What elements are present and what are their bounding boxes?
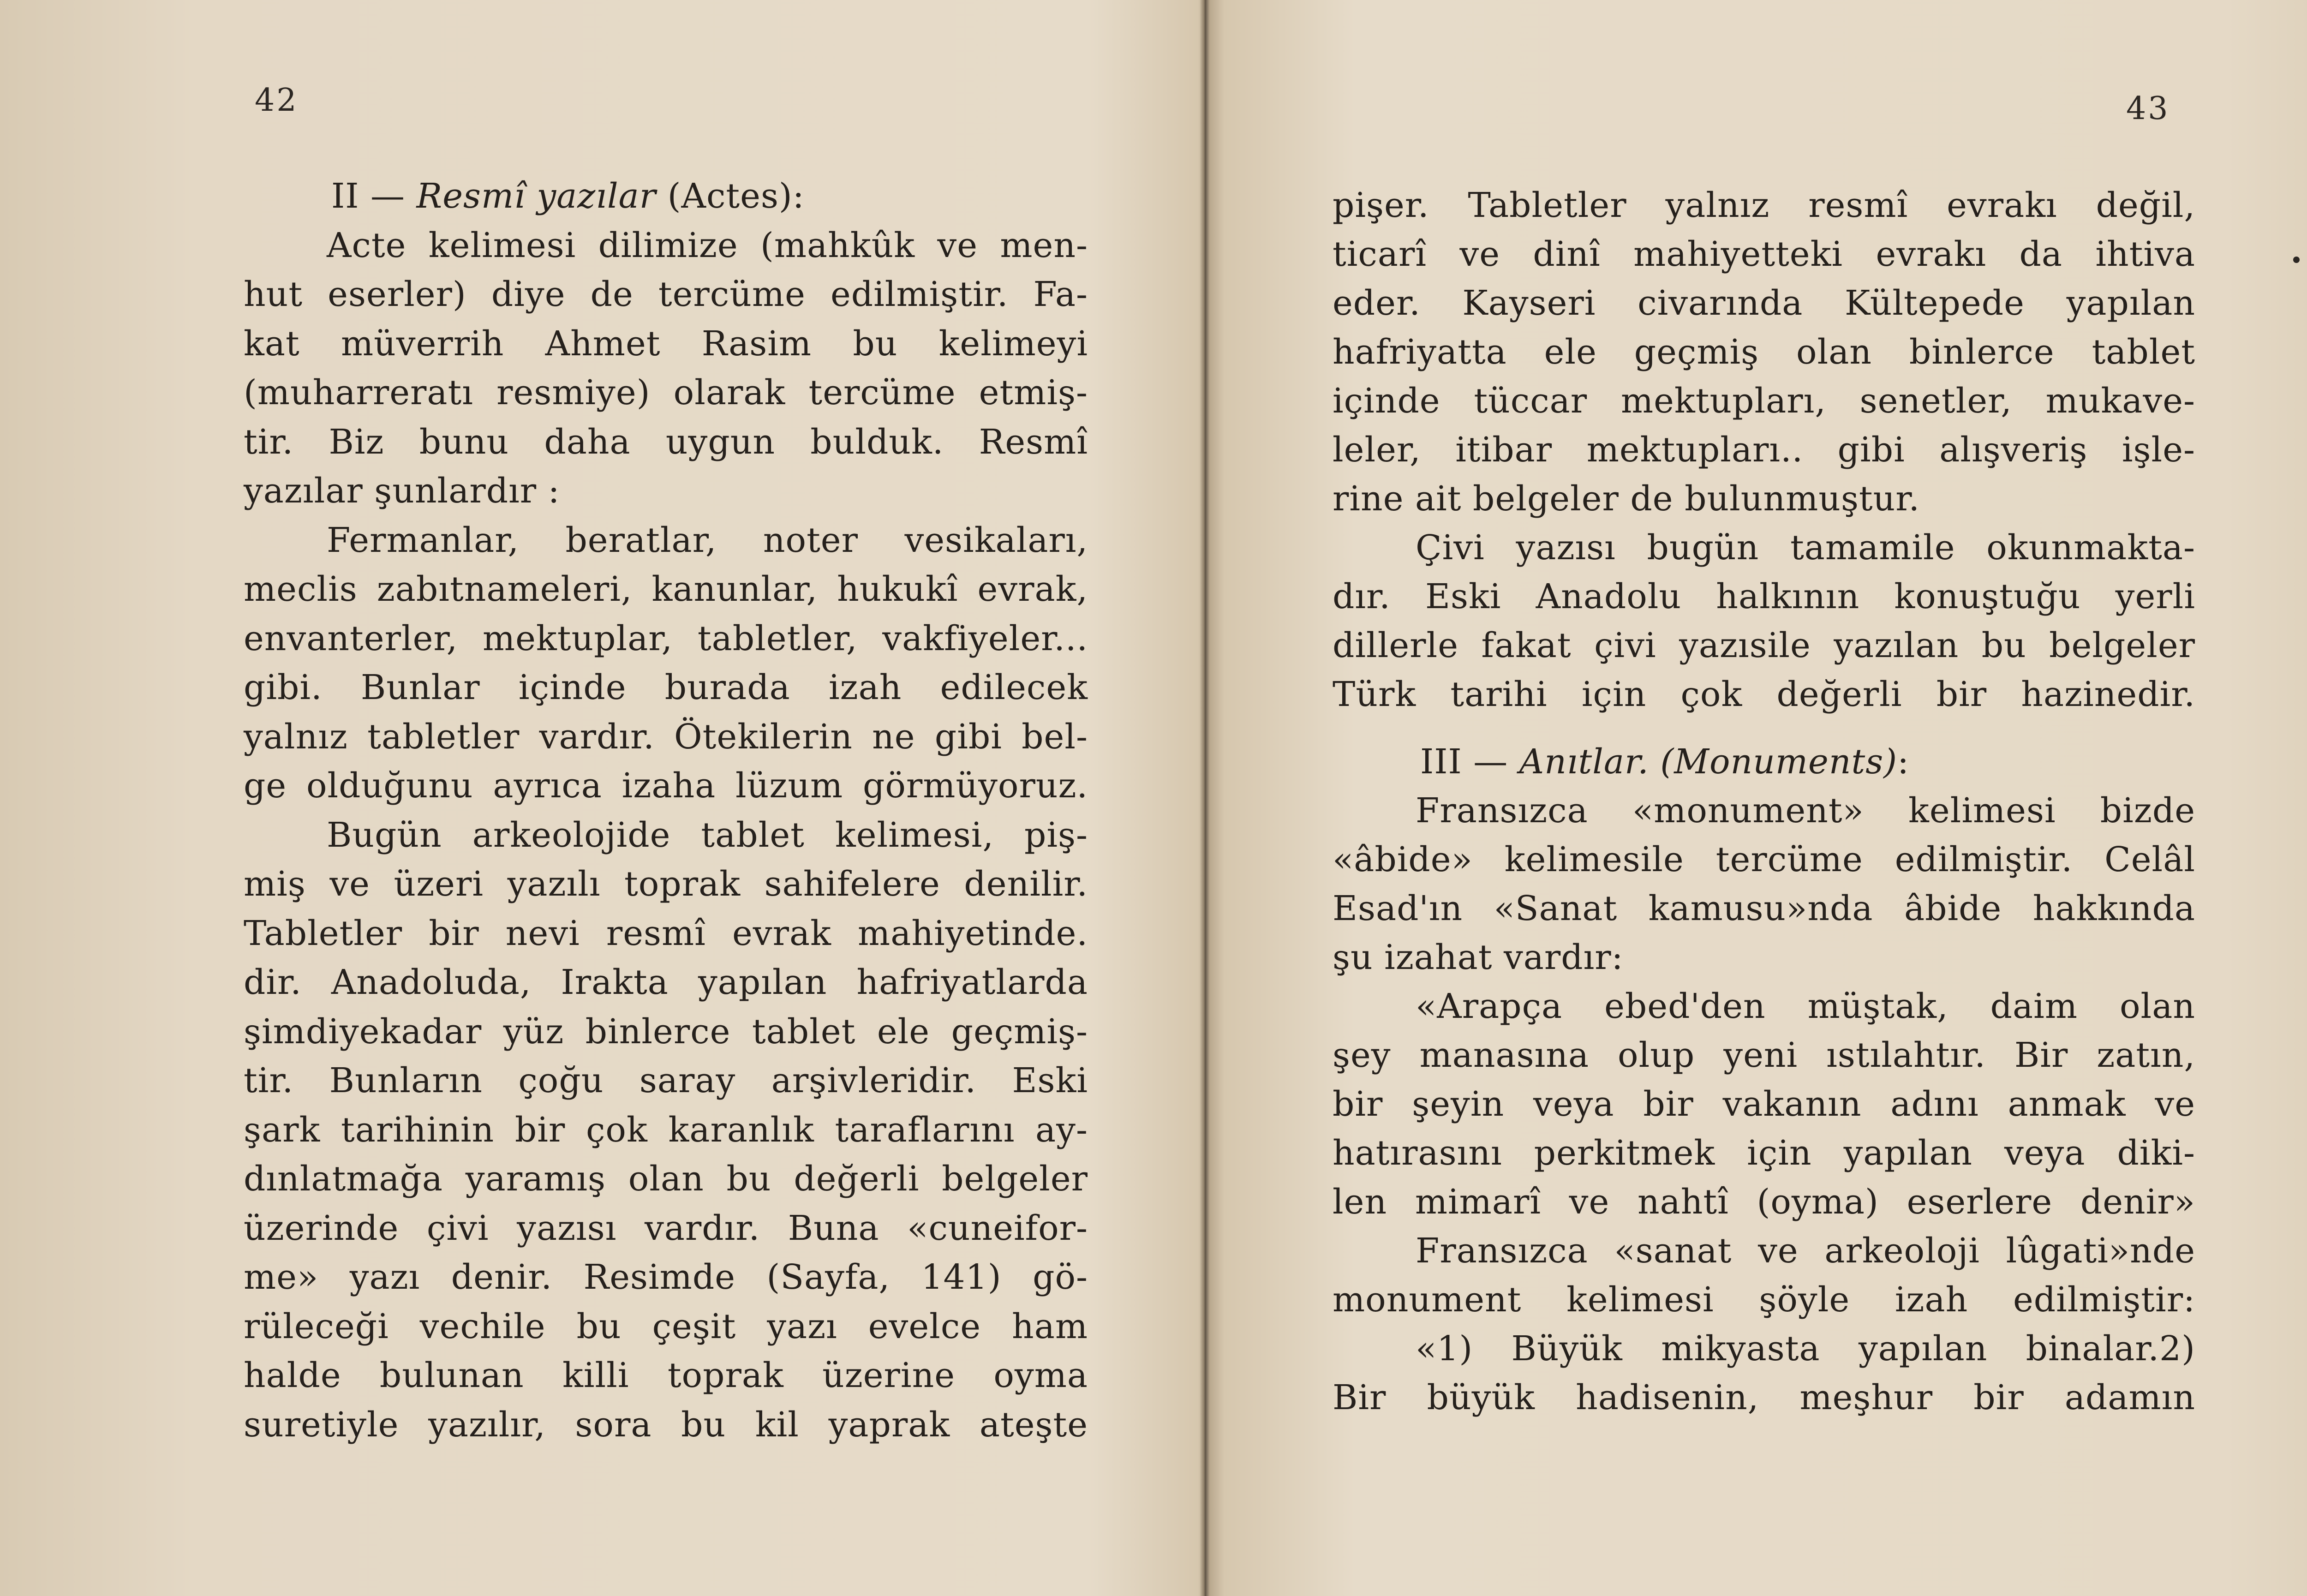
text-line: Türk tarihi için çok değerli bir hazinedir. (1333, 675, 2195, 714)
text-line: şey manasına olup yeni ıstılahtır. Bir zatın, (1333, 1035, 2195, 1075)
text-line: içinde tüccar mektupları, senetler, mukave- (1333, 381, 2195, 421)
text-line: (muharreratı resmiye) olarak tercüme etmiş- (244, 373, 1088, 412)
book-gutter (1200, 0, 1210, 1596)
text-line: me» yazı denir. Resimde (Sayfa, 141) gö- (244, 1257, 1088, 1297)
heading-dash: — (371, 176, 405, 216)
page-number-left: 42 (255, 82, 299, 119)
text-line: dir. Anadoluda, Irakta yapılan hafriyatlarda (244, 962, 1088, 1002)
text-line: Esad'ın «Sanat kamusu»nda âbide hakkında (1333, 889, 2195, 928)
text-line: «âbide» kelimesile tercüme edilmiştir. Celâl (1333, 840, 2195, 879)
page-number-right: 43 (2126, 90, 2170, 127)
text-line: tir. Bunların çoğu saray arşivleridir. Eski (244, 1061, 1088, 1100)
text-line: rüleceği vechile bu çeşit yazı evelce ham (244, 1306, 1088, 1346)
text-line: bir şeyin veya bir vakanın adını anmak ve (1333, 1084, 2195, 1124)
text-line: dır. Eski Anadolu halkının konuştuğu yerli (1333, 577, 2195, 616)
text-line: monument kelimesi şöyle izah edilmiştir: (1333, 1280, 2195, 1320)
heading-numeral: III (1420, 742, 1462, 782)
heading-title: Anıtlar. (1519, 742, 1649, 782)
text-line: ticarî ve dinî mahiyetteki evrakı da ihtiva (1333, 234, 2195, 274)
text-line: gibi. Bunlar içinde burada izah edilecek (244, 668, 1088, 707)
text-line: yalnız tabletler vardır. Ötekilerin ne gibi bel- (244, 717, 1088, 757)
heading-subtitle: (Monuments) (1660, 742, 1898, 782)
section-heading-resmi-yazilar (244, 172, 1088, 221)
heading-title: Resmî yazılar (416, 176, 657, 216)
heading-dash: — (1473, 742, 1508, 782)
heading-colon: : (792, 176, 805, 216)
heading-numeral: II (331, 176, 359, 216)
text-line: len mimarî ve nahtî (oyma) eserlere denir» (1333, 1182, 2195, 1222)
right-page (1209, 0, 2307, 1596)
text-line: halde bulunan killi toprak üzerine oyma (244, 1356, 1088, 1395)
section-heading-anitlar (1333, 737, 2195, 786)
text-line: şimdiyekadar yüz binlerce tablet ele geçmiş- (244, 1011, 1088, 1052)
text-line: «1) Büyük mikyasta yapılan binalar.2) (1416, 1329, 2195, 1369)
text-line: envanterler, mektuplar, tabletler, vakfiyeler... (244, 618, 1088, 658)
text-line: Tabletler bir nevi resmî evrak mahiyetinde. (244, 913, 1088, 953)
text-line: hafriyatta ele geçmiş olan binlerce tablet (1333, 332, 2195, 372)
text-line: eder. Kayseri civarında Kültepede yapılan (1333, 283, 2195, 323)
text-line: tir. Biz bunu daha uygun bulduk. Resmî (244, 422, 1088, 462)
text-line: Bir büyük hadisenin, meşhur bir adamın (1333, 1378, 2195, 1417)
text-line: hut eserler) diye de tercüme edilmiştir. Fa- (244, 275, 1088, 314)
text-line: meclis zabıtnameleri, kanunlar, hukukî evrak, (244, 569, 1088, 609)
text-line: şark tarihinin bir çok karanlık taraflarını ay- (244, 1110, 1088, 1150)
text-line: kat müverrih Ahmet Rasim bu kelimeyi (244, 323, 1088, 364)
text-line: rine ait belgeler de bulunmuştur. (1333, 479, 1920, 519)
text-line: Fransızca «sanat ve arkeoloji lûgati»nde (1416, 1231, 2195, 1271)
right-page-text (1333, 181, 2195, 1422)
text-line: ge olduğunu ayrıca izaha lüzum görmüyoruz. (244, 766, 1088, 806)
text-line: leler, itibar mektupları.. gibi alışveriş işle- (1333, 430, 2195, 470)
text-line: dınlatmağa yaramış olan bu değerli belgeler (244, 1159, 1088, 1199)
text-line: dillerle fakat çivi yazısile yazılan bu belgeler (1333, 626, 2195, 665)
heading-colon: : (1897, 742, 1910, 782)
text-line: «Arapça ebed'den müştak, daim olan (1416, 986, 2195, 1026)
text-line: Fermanlar, beratlar, noter vesikaları, (327, 520, 1088, 560)
text-line: yazılar şunlardır : (244, 471, 560, 511)
heading-subtitle: (Actes) (667, 176, 793, 216)
text-line: miş ve üzeri yazılı toprak sahifelere denilir. (244, 864, 1088, 904)
text-line: üzerinde çivi yazısı vardır. Buna «cuneifor- (244, 1208, 1088, 1248)
text-line: Bugün arkeolojide tablet kelimesi, piş- (327, 815, 1088, 855)
text-line: Fransızca «monument» kelimesi bizde (1416, 791, 2195, 831)
text-line: Acte kelimesi dilimize (mahkûk ve men- (327, 225, 1088, 265)
left-page-text (244, 172, 1088, 1449)
text-line: Çivi yazısı bugün tamamile okunmakta- (1416, 528, 2195, 568)
ink-speck (2293, 257, 2300, 263)
text-line: hatırasını perkitmek için yapılan veya diki- (1333, 1133, 2195, 1173)
text-line: şu izahat vardır: (1333, 938, 1624, 977)
text-line: suretiyle yazılır, sora bu kil yaprak ateşte (244, 1405, 1088, 1445)
text-line: pişer. Tabletler yalnız resmî evrakı değil, (1333, 185, 2195, 225)
